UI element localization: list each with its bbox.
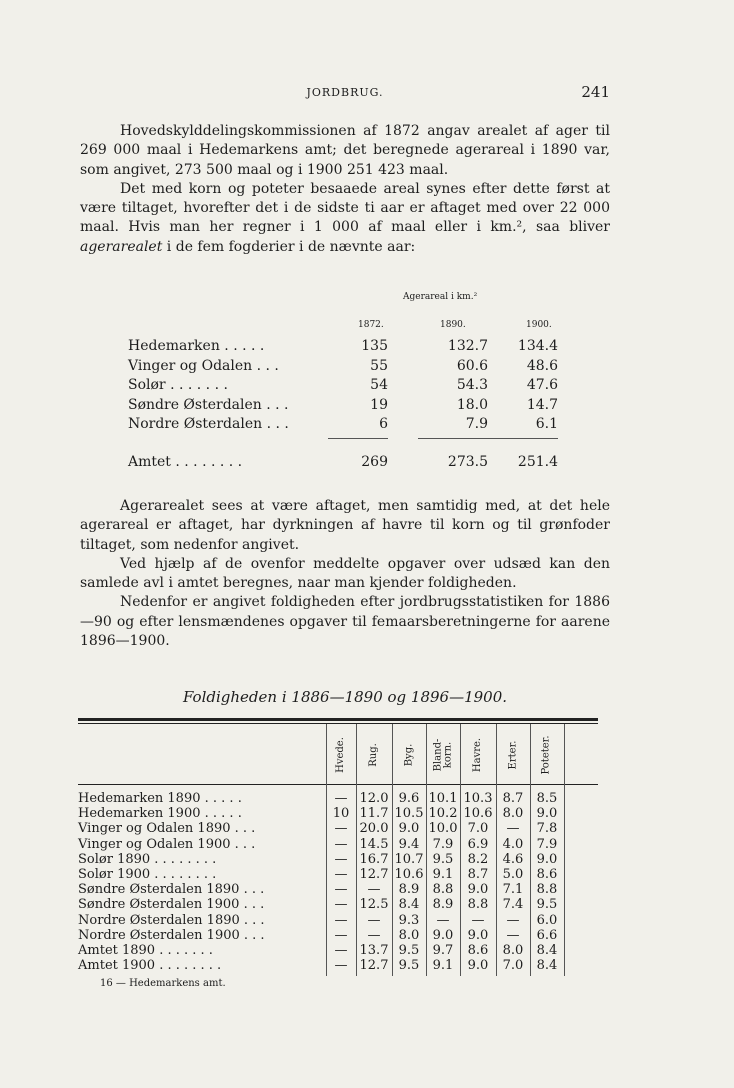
table-cell: — xyxy=(334,897,348,913)
table-cell: 4.0 xyxy=(502,836,524,852)
paragraph: Nedenfor er angivet foldigheden efter jordbrugsstatistiken for 1886—90 og efter lensmændenes opgaver til femaarsberetningerne for aarene 1896—1900. xyxy=(80,594,610,650)
table-cell: 8.0 xyxy=(398,927,420,943)
column-header: Erter. xyxy=(506,740,518,770)
table-cell: 10.6 xyxy=(394,867,424,882)
table-cell: 12.0 xyxy=(359,791,389,806)
table-cell: 60.6 xyxy=(456,357,488,374)
table-cell: 12.7 xyxy=(359,958,389,974)
table-row xyxy=(118,416,568,436)
row-label: Nordre Østerdalen 1890 . . . xyxy=(78,912,265,928)
table-cell: 6 xyxy=(379,416,388,432)
table-cell: 8.7 xyxy=(467,867,489,882)
table-cell: 6.0 xyxy=(536,912,558,928)
table-cell: 7.9 xyxy=(536,836,558,852)
row-label: Vinger og Odalen . . . xyxy=(128,357,279,374)
table-row xyxy=(118,397,568,417)
table-cell: 8.6 xyxy=(536,867,558,882)
sum-rule xyxy=(328,438,388,439)
table-row xyxy=(78,928,598,943)
table-row xyxy=(78,882,598,897)
table-cell: 10.6 xyxy=(463,806,493,822)
table-cell: — xyxy=(436,912,450,928)
table-cell: 20.0 xyxy=(359,821,389,837)
table-cell: 10.5 xyxy=(394,806,424,822)
table-cell: — xyxy=(334,836,348,852)
table-cell: — xyxy=(367,882,381,898)
sum-rule xyxy=(418,438,558,439)
table-cell: — xyxy=(367,927,381,943)
table-cell: 8.8 xyxy=(467,897,489,913)
paragraph: Ved hjælp af de ovenfor meddelte opgaver over udsæd kan den samlede avl i amtet beregnes, naar man kjender foldigheden. xyxy=(80,555,610,592)
table-cell: 8.0 xyxy=(502,943,524,958)
column-header: 1900. xyxy=(526,320,552,330)
table-rule xyxy=(78,784,598,785)
table-cell: 14.7 xyxy=(526,396,558,413)
row-label: Vinger og Odalen 1900 . . . xyxy=(78,836,256,852)
row-label: Søndre Østerdalen 1890 . . . xyxy=(78,882,265,898)
table-cell: 9.0 xyxy=(536,851,558,867)
table-cell: 9.1 xyxy=(432,867,454,882)
table-cell: — xyxy=(471,912,485,928)
row-label: Solør 1900 . . . . . . . . xyxy=(78,867,217,882)
table-cell: 18.0 xyxy=(456,396,488,413)
column-header: Byg. xyxy=(402,743,414,767)
table-cell: — xyxy=(334,912,348,928)
table-cell: 10.3 xyxy=(463,791,493,806)
table-rule xyxy=(78,718,598,721)
table-cell: 9.5 xyxy=(398,958,420,974)
row-label: Vinger og Odalen 1890 . . . xyxy=(78,821,256,837)
table-cell: — xyxy=(334,958,348,974)
running-head: JORDBRUG. xyxy=(306,86,384,99)
table-cell: — xyxy=(334,867,348,882)
table-cell: 10.0 xyxy=(428,821,458,837)
table-row xyxy=(78,791,598,806)
table-cell: 9.5 xyxy=(432,851,454,867)
table-cell: 9.1 xyxy=(432,958,454,974)
table-cell: 7.0 xyxy=(467,821,489,837)
table-cell: 5.0 xyxy=(502,867,524,882)
table-cell: 6.1 xyxy=(535,416,558,432)
table-cell: 9.0 xyxy=(467,882,489,898)
table-title: Foldigheden i 1886—1890 og 1896—1900. xyxy=(182,688,508,706)
table-cell: — xyxy=(334,943,348,958)
table-cell: 8.2 xyxy=(467,851,489,867)
table-cell: 14.5 xyxy=(359,836,389,852)
table-cell: 6.9 xyxy=(467,836,489,852)
table-rule xyxy=(78,723,598,724)
table-row xyxy=(78,837,598,852)
table-row xyxy=(78,867,598,882)
row-label: Solør . . . . . . . xyxy=(128,377,228,393)
column-header: 1872. xyxy=(358,320,384,330)
row-label: Amtet 1890 . . . . . . . xyxy=(78,943,213,958)
table-cell: 10.2 xyxy=(428,806,458,822)
table-row xyxy=(78,821,598,836)
table-row xyxy=(118,454,568,474)
page-footer: 16 — Hedemarkens amt. xyxy=(100,978,226,989)
table-cell: 8.5 xyxy=(536,791,558,806)
table-cell: — xyxy=(334,927,348,943)
table-cell: 9.4 xyxy=(398,836,420,852)
page-header xyxy=(80,83,610,106)
table-cell: 134.4 xyxy=(517,338,558,354)
table-cell: 9.5 xyxy=(536,897,558,913)
table-cell: 9.0 xyxy=(398,821,420,837)
table-cell: 273.5 xyxy=(447,454,488,470)
intro-text xyxy=(80,122,610,257)
table-cell: 7.8 xyxy=(536,821,558,837)
table-cell: 10.1 xyxy=(428,791,458,806)
table-cell: 8.6 xyxy=(467,943,489,958)
page-number: 241 xyxy=(581,83,610,101)
table-cell: 132.7 xyxy=(447,338,488,354)
row-label: Hedemarken . . . . . xyxy=(128,338,265,354)
table-cell: 6.6 xyxy=(536,927,558,943)
table-row xyxy=(118,358,568,378)
table-cell: 8.4 xyxy=(536,958,558,974)
table-cell: 8.4 xyxy=(536,943,558,958)
row-label: Hedemarken 1900 . . . . . xyxy=(78,806,242,822)
table-cell: — xyxy=(506,927,520,943)
table-cell: 55 xyxy=(370,357,388,374)
table-cell: 9.5 xyxy=(398,943,420,958)
table-cell: — xyxy=(506,912,520,928)
table-cell: — xyxy=(334,791,348,806)
table-cell: — xyxy=(506,821,520,837)
table-cell: 54 xyxy=(370,377,388,393)
table-row xyxy=(78,806,598,821)
table-cell: — xyxy=(334,851,348,867)
table-cell: 8.7 xyxy=(502,791,524,806)
row-label: Amtet 1900 . . . . . . . . xyxy=(78,958,222,974)
table-cell: 9.3 xyxy=(398,912,420,928)
foldighed-table xyxy=(78,718,598,976)
column-header: Hvede. xyxy=(335,737,347,773)
table-row xyxy=(118,338,568,358)
table-cell: 7.4 xyxy=(502,897,524,913)
table-cell: 8.0 xyxy=(502,806,524,822)
table-cell: 251.4 xyxy=(517,454,558,470)
table-cell: 8.8 xyxy=(536,882,558,898)
table-row xyxy=(78,897,598,912)
table-cell: 4.6 xyxy=(502,851,524,867)
mid-text xyxy=(80,497,610,651)
table-cell: 269 xyxy=(361,454,388,470)
table-cell: 9.0 xyxy=(536,806,558,822)
column-header: Bland- korn. xyxy=(432,738,454,772)
row-label: Hedemarken 1890 . . . . . xyxy=(78,791,242,806)
table-cell: 8.8 xyxy=(432,882,454,898)
column-header: 1890. xyxy=(440,320,466,330)
table-row xyxy=(78,852,598,867)
table-row xyxy=(78,913,598,928)
table-cell: 10 xyxy=(332,806,350,822)
table-cell: 9.0 xyxy=(467,927,489,943)
column-header: Rug. xyxy=(368,743,379,767)
table-cell: 54.3 xyxy=(456,377,488,393)
table-cell: — xyxy=(334,882,348,898)
table-cell: 7.9 xyxy=(432,836,454,852)
paragraph: Det med korn og poteter besaaede areal synes efter dette først at være tiltaget, hvorefter det i de sidste ti aar er aftaget med over 22 000 maal. Hvis man her regner i 1 000 af maal eller i km.², saa bliver agerarealet i de fem fogderier i de nævnte aar: xyxy=(80,180,610,255)
table-cell: 8.4 xyxy=(398,897,420,913)
table-cell: — xyxy=(367,912,381,928)
table-row xyxy=(78,943,598,958)
table-cell: 16.7 xyxy=(359,851,389,867)
column-header: Poteter. xyxy=(541,735,553,775)
table-cell: 12.5 xyxy=(359,897,389,913)
table-cell: 19 xyxy=(370,396,388,413)
emphasis: agerarealet xyxy=(80,238,163,255)
table-cell: 11.7 xyxy=(359,806,389,822)
row-label: Søndre Østerdalen 1900 . . . xyxy=(78,897,265,913)
table-cell: 7.1 xyxy=(502,882,524,898)
row-label: Nordre Østerdalen 1900 . . . xyxy=(78,927,265,943)
paragraph: Agerarealet sees at være aftaget, men samtidig med, at det hele agerareal er aftaget, har dyrkningen af havre til korn og til grønfoder tiltaget, som nedenfor angivet. xyxy=(80,498,610,553)
table-cell: 8.9 xyxy=(432,897,454,913)
table-cell: 9.7 xyxy=(432,943,454,958)
table-cell: 12.7 xyxy=(359,867,389,882)
table-cell: 7.0 xyxy=(502,958,524,974)
table-cell: 10.7 xyxy=(394,851,424,867)
row-label: Solør 1890 . . . . . . . . xyxy=(78,851,217,867)
row-label: Søndre Østerdalen . . . xyxy=(128,396,289,413)
table-cell: 135 xyxy=(361,338,388,354)
table-cell: 8.9 xyxy=(398,882,420,898)
table-cell: — xyxy=(334,821,348,837)
table-cell: 48.6 xyxy=(526,357,558,374)
table-cell: 9.6 xyxy=(398,791,420,806)
column-header: Havre. xyxy=(472,737,483,773)
paragraph: Hovedskylddelingskommissionen af 1872 angav arealet af ager til 269 000 maal i Hedemarkens amt; det beregnede agerareal i 1890 var, som angivet, 273 500 maal og i 1900 251 423 maal. xyxy=(80,123,610,178)
table-cell: 13.7 xyxy=(359,943,389,958)
table-cell: 7.9 xyxy=(465,416,488,432)
table-cell: 9.0 xyxy=(432,927,454,943)
table-row xyxy=(78,958,598,973)
table-row xyxy=(118,377,568,397)
table-cell: 47.6 xyxy=(526,377,558,393)
table-cell: 9.0 xyxy=(467,958,489,974)
row-label: Nordre Østerdalen . . . xyxy=(128,416,289,432)
table-caption: Agerareal i km.² xyxy=(403,292,478,302)
row-label: Amtet . . . . . . . . xyxy=(128,454,243,470)
